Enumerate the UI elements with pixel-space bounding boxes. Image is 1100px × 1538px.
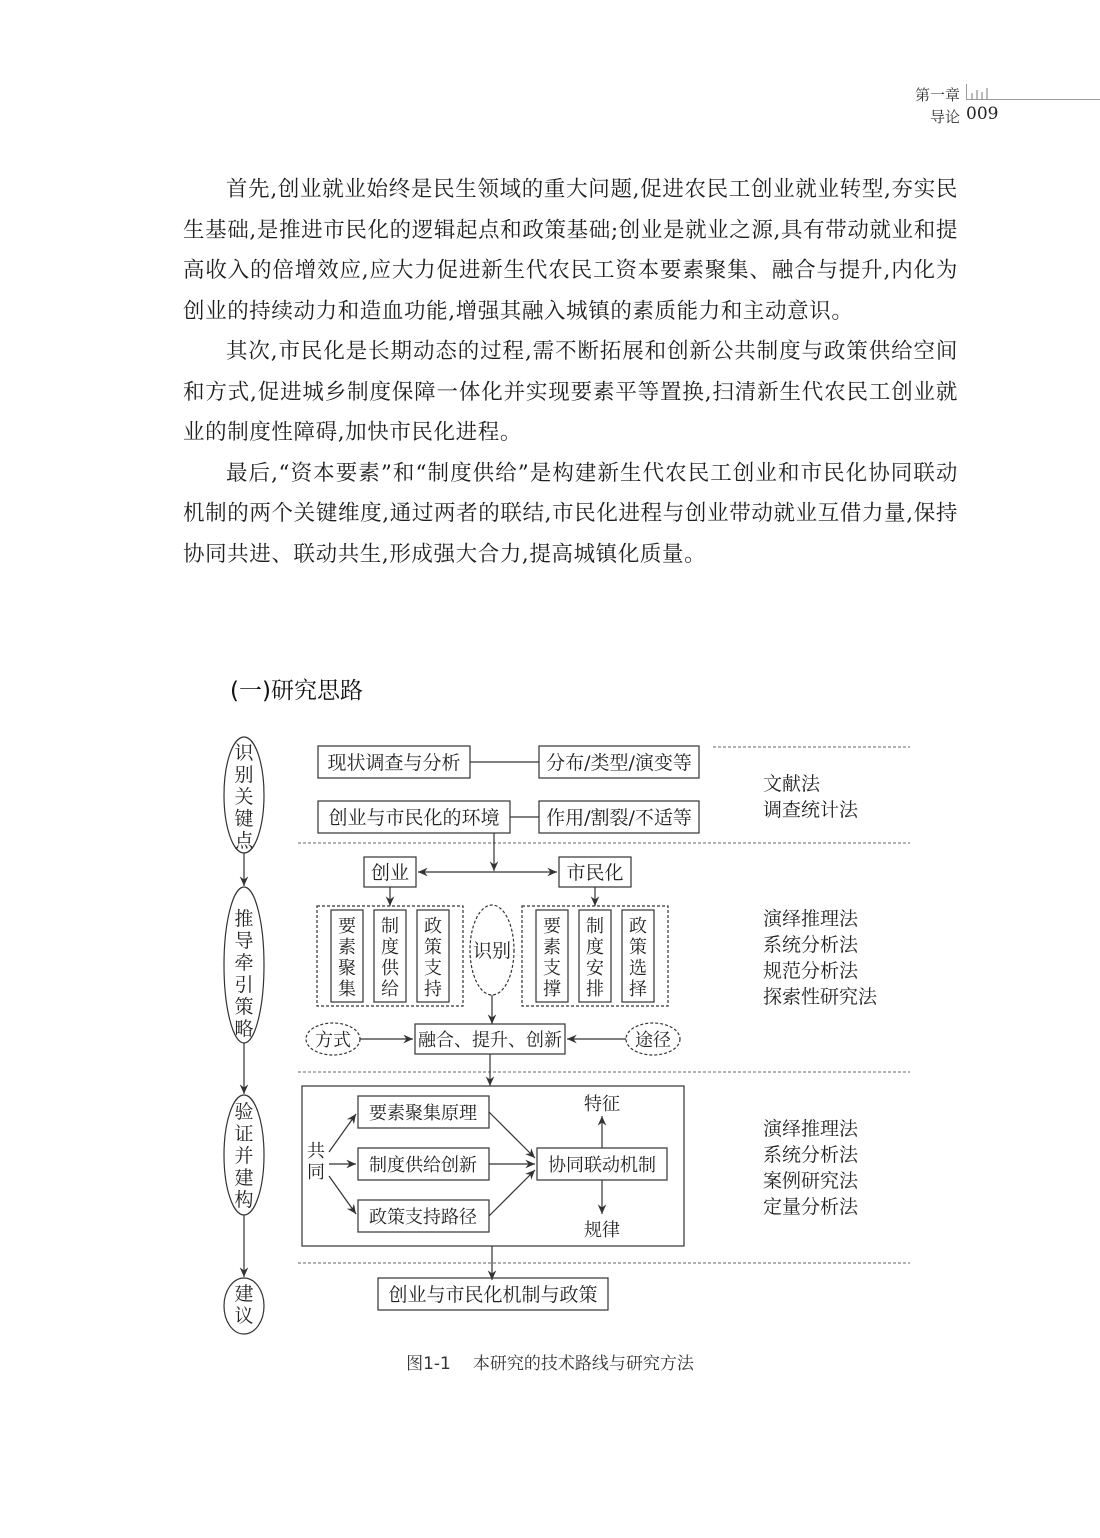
fusion-label: 融合、提升、创新 bbox=[418, 1030, 562, 1051]
right-group-item-1: 要 bbox=[543, 916, 561, 937]
method-stage2-1: 演绎推理法 bbox=[763, 908, 859, 930]
stage-label-1: 别 bbox=[234, 764, 254, 786]
stage-label-4: 建 bbox=[234, 1283, 254, 1305]
paragraph-2: 其次,市民化是长期动态的过程,需不断拓展和创新公共制度与政策供给空间和方式,促进城乡制度保障一体化并实现要素平等置换,扫清新生代农民工创业就业的制度性障碍,加快市民化进程。 bbox=[183, 339, 958, 445]
right-group-item-3: 策 bbox=[629, 937, 647, 958]
method-stage3-3: 案例研究法 bbox=[763, 1170, 859, 1192]
stage-label-1: 关 bbox=[234, 786, 254, 808]
method-stage1-1: 文献法 bbox=[763, 773, 821, 795]
stage-label-3: 证 bbox=[234, 1123, 254, 1145]
right-group-item-2: 度 bbox=[586, 937, 604, 958]
stage-label-3: 并 bbox=[234, 1145, 254, 1167]
right-group-item-1: 素 bbox=[543, 937, 561, 958]
stage3-group bbox=[302, 1086, 684, 1280]
stage-label-3: 建 bbox=[234, 1167, 254, 1189]
left-group-item-1: 聚 bbox=[338, 958, 356, 979]
method-stage2-3: 规范分析法 bbox=[763, 960, 859, 982]
common-label-2: 同 bbox=[307, 1162, 325, 1183]
method-stage3-1: 演绎推理法 bbox=[763, 1118, 859, 1140]
common-label-1: 共 bbox=[307, 1141, 325, 1162]
method-stage3-2: 系统分析法 bbox=[763, 1144, 859, 1166]
right-group-item-3: 选 bbox=[629, 958, 647, 979]
method-stage2-2: 系统分析法 bbox=[763, 934, 859, 956]
effect-label: 作用/割裂/不适等 bbox=[546, 807, 692, 829]
stage-label-2: 导 bbox=[234, 930, 254, 952]
status-survey-label: 现状调查与分析 bbox=[327, 752, 461, 774]
mechanism-label: 协同联动机制 bbox=[548, 1155, 656, 1176]
figure-number: 图1-1 bbox=[406, 1354, 451, 1374]
header-chapter: 第一章 bbox=[914, 86, 960, 104]
identify-label: 识别 bbox=[472, 940, 512, 962]
left-group-item-1: 要 bbox=[338, 916, 356, 937]
right-group-item-2: 安 bbox=[586, 958, 604, 979]
stage-label-1: 键 bbox=[234, 808, 254, 830]
section-heading: (一)研究思路 bbox=[230, 678, 363, 704]
method-stage2-4: 探索性研究法 bbox=[763, 986, 878, 1008]
stage-label-2: 牵 bbox=[234, 952, 254, 974]
stage-label-4: 议 bbox=[234, 1305, 254, 1327]
paragraph-1: 首先,创业就业始终是民生领域的重大问题,促进农民工创业就业转型,夯实民生基础,是推进市民化的逻辑起点和政策基础;创业是就业之源,具有带动就业和提高收入的倍增效应,应大力促进新生代农民工资本要素聚集、融合与提升,内化为创业的持续动力和造血功能,增强其融入城镇的素质能力和主动意识。 bbox=[183, 177, 958, 324]
header-section: 导论 bbox=[929, 108, 960, 126]
distribution-label: 分布/类型/演变等 bbox=[546, 752, 692, 774]
method-stage3-4: 定量分析法 bbox=[763, 1196, 859, 1218]
right-group-item-1: 支 bbox=[543, 958, 561, 979]
left-group-item-2: 给 bbox=[381, 979, 399, 1000]
policy-label: 创业与市民化机制与政策 bbox=[388, 1284, 598, 1306]
left-group-item-3: 政 bbox=[424, 916, 442, 937]
right-group-item-2: 制 bbox=[586, 916, 604, 937]
feature-label: 特征 bbox=[584, 1094, 620, 1115]
stage-label-1: 点 bbox=[234, 830, 254, 852]
figure-title: 本研究的技术路线与研究方法 bbox=[472, 1354, 694, 1374]
left-group-item-1: 素 bbox=[338, 937, 356, 958]
stage-label-2: 引 bbox=[234, 974, 254, 996]
stage-label-3: 构 bbox=[234, 1189, 254, 1211]
left-group-item-2: 度 bbox=[381, 937, 399, 958]
right-group-item-2: 排 bbox=[586, 979, 604, 1000]
stage-label-3: 验 bbox=[234, 1101, 254, 1123]
right-group-item-3: 择 bbox=[629, 979, 647, 1000]
stage-label-1: 识 bbox=[234, 742, 254, 764]
left-group-item-2: 制 bbox=[381, 916, 399, 937]
stage-label-2: 略 bbox=[234, 1018, 254, 1040]
method-stage1-2: 调查统计法 bbox=[763, 799, 859, 821]
environment-label: 创业与市民化的环境 bbox=[328, 807, 500, 829]
innovation-label: 制度供给创新 bbox=[369, 1155, 477, 1176]
right-group-item-1: 撑 bbox=[543, 979, 561, 1000]
stage-label-2: 推 bbox=[234, 908, 254, 930]
path-label: 途径 bbox=[635, 1030, 671, 1051]
left-group-item-3: 支 bbox=[424, 958, 442, 979]
left-group-item-3: 持 bbox=[424, 979, 442, 1000]
left-group-item-3: 策 bbox=[424, 937, 442, 958]
path-label-3: 政策支持路径 bbox=[369, 1207, 477, 1228]
citizenization-label: 市民化 bbox=[566, 862, 624, 884]
entrepreneurship-label: 创业 bbox=[370, 862, 410, 884]
figure-caption bbox=[0, 1349, 1100, 1374]
page-number: 009 bbox=[966, 104, 999, 124]
way-label: 方式 bbox=[315, 1030, 351, 1051]
right-group-item-3: 政 bbox=[629, 916, 647, 937]
principle-label: 要素聚集原理 bbox=[369, 1103, 477, 1124]
left-group-item-2: 供 bbox=[381, 958, 399, 979]
left-group-item-1: 集 bbox=[338, 979, 356, 1000]
paragraph-3: 最后,“资本要素”和“制度供给”是构建新生代农民工创业和市民化协同联动机制的两个关键维度,通过两者的联结,市民化进程与创业带动就业互借力量,保持协同共进、联动共生,形成强大合力,提高城镇化质量。 bbox=[183, 460, 958, 567]
stage-label-2: 策 bbox=[234, 996, 254, 1018]
law-label: 规律 bbox=[584, 1220, 620, 1241]
